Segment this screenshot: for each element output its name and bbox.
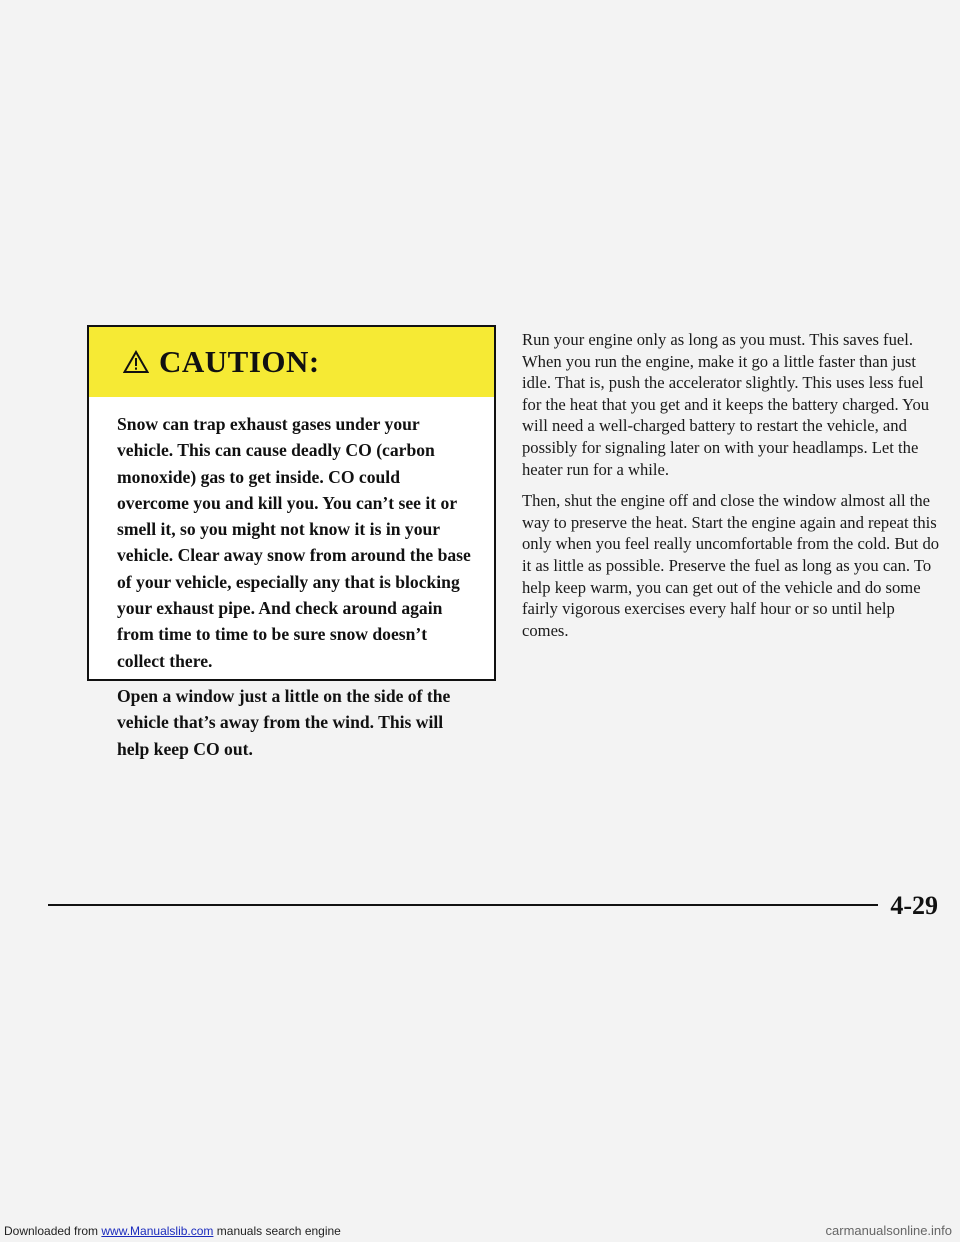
caution-title: CAUTION: [159, 344, 320, 379]
download-footer [4, 1224, 341, 1238]
body-paragraph: Then, shut the engine off and close the window almost all the way to preserve the heat. Start the engine again and repeat this only when you feel really uncomfortable from the cold. But do it as little as possible. Preserve the fuel as long as you can. To help keep warm, you can get out of the vehicle and do some fairly vigorous exercises every half hour or so until help comes. [522, 491, 940, 640]
body-paragraph: Run your engine only as long as you must. This saves fuel. When you run the engine, make it go a little faster than just idle. That is, push the accelerator slightly. This uses less fuel for the heat that you get and it keeps the battery charged. You will need a well-charged battery to restart the vehicle, and possibly for signaling later on with your headlamps. Let the heater run for a while. [522, 330, 930, 479]
manualslib-link[interactable]: www.Manualslib.com [101, 1224, 214, 1238]
footer-prefix: Downloaded from [4, 1224, 102, 1238]
footer-rule [48, 904, 878, 906]
caution-box [87, 325, 496, 759]
caution-header [89, 327, 494, 397]
footer-suffix: manuals search engine [213, 1224, 341, 1238]
warning-triangle-icon [123, 350, 149, 374]
caution-paragraph: Snow can trap exhaust gases under your vehicle. This can cause deadly CO (carbon monoxide) gas to get inside. CO could overcome you and kill you. You can’t see it or smell it, so you might not know it is in your vehicle. Clear away snow from around the base of your vehicle, especially any that is blocking your exhaust pipe. And check around again from time to time to be sure snow doesn’t collect there. [117, 414, 471, 671]
caution-paragraph: Open a window just a little on the side of the vehicle that’s away from the wind. This will help keep CO out. [117, 685, 451, 759]
body-text [522, 329, 942, 651]
caution-body [89, 397, 494, 762]
page-number: 4-29 [890, 891, 938, 920]
watermark: carmanualsonline.info [825, 1223, 952, 1238]
